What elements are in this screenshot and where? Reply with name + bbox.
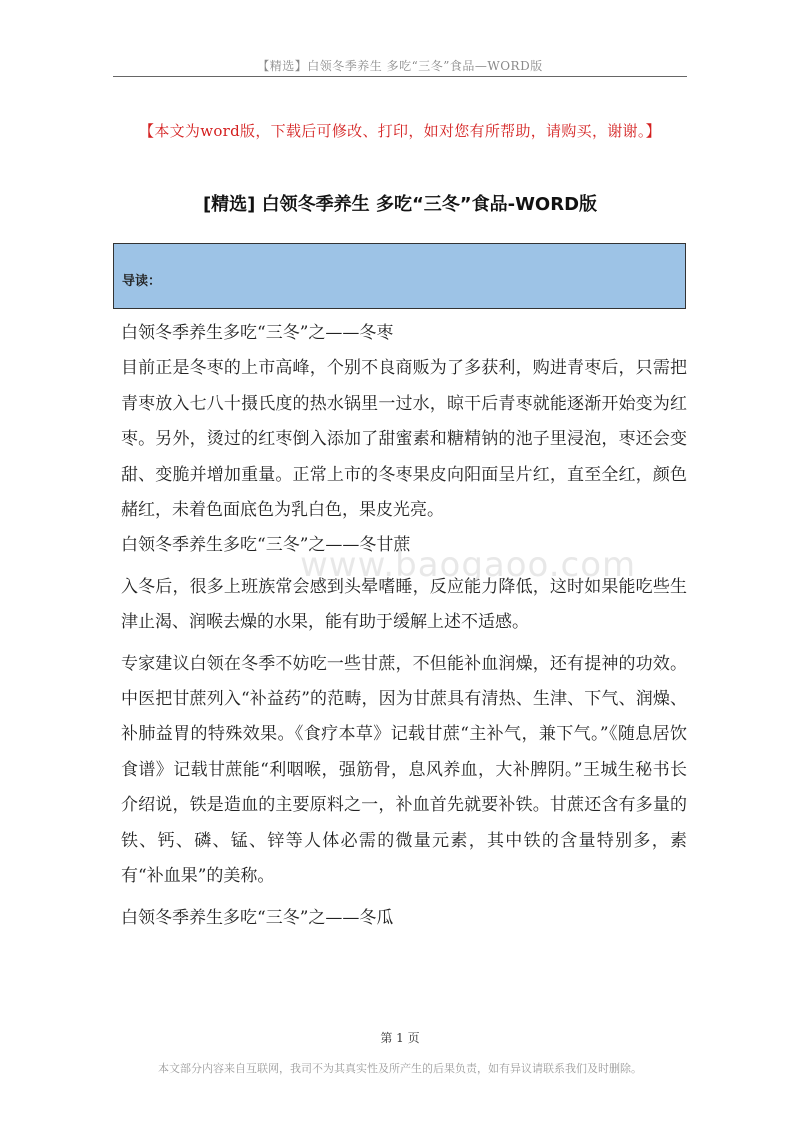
section-heading-winter-jujube: 白领冬季养生多吃“三冬”之——冬枣 (121, 323, 394, 343)
header-divider (113, 76, 687, 77)
running-header: 【精选】白领冬季养生 多吃“三冬”食品—WORD版 (257, 59, 543, 73)
document-title: [精选] 白领冬季养生 多吃“三冬”食品-WORD版 (202, 194, 598, 215)
section-heading-winter-melon: 白领冬季养生多吃“三冬”之——冬瓜 (121, 907, 394, 928)
footer-disclaimer: 本文部分内容来自互联网，我司不为其真实性及所产生的后果负责，如有异议请联系我们及时删除。 (158, 1062, 642, 1075)
paragraph: 专家建议白领在冬季不妨吃一些甘蔗，不但能补血润燥，还有提神的功效。中医把甘蔗列入“补益药”的范畴，因为甘蔗具有清热、生津、下气、润燥、补肺益胃的特殊效果。《食疗本草》记载甘蔗“主补气，兼下气。”《随息居饮食谱》记载甘蔗能“利咽喉，强筋骨，息风养血，大补脾阴。”王城生秘书长介绍说，铁是造血的主要原料之一，补血首先就要补铁。甘蔗还含有多量的铁、钙、磷、锰、锌等人体必需的微量元素，其中铁的含量特别多，素有“补血果”的美称。 (121, 653, 687, 887)
paragraph: 目前正是冬枣的上市高峰，个别不良商贩为了多获利，购进青枣后，只需把青枣放入七八十摄氏度的热水锅里一过水，晾干后青枣就能逐渐开始变为红枣。另外，烫过的红枣倒入添加了甜蜜素和糖精钠的池子里浸泡，枣还会变甜、变脆并增加重量。正常上市的冬枣果皮向阳面呈片红，直至全红，颜色赭红，未着色面底色为乳白色，果皮光亮。 (121, 358, 687, 521)
purchase-notice: 【本文为word版，下载后可修改、打印，如对您有所帮助，请购买，谢谢。】 (139, 122, 661, 140)
article-body (121, 316, 687, 936)
watermark: www.baogaoo.com (300, 545, 637, 585)
page-number: 第 1 页 (380, 1031, 420, 1045)
paragraph: 入冬后，很多上班族常会感到头晕嗜睡，反应能力降低，这时如果能吃些生津止渴、润喉去燥的水果，能有助于缓解上述不适感。 (121, 576, 687, 633)
section-heading-winter-sugarcane: 白领冬季养生多吃“三冬”之——冬甘蔗 (121, 535, 411, 556)
guide-box (113, 243, 686, 309)
guide-label: 导读： (122, 274, 162, 289)
